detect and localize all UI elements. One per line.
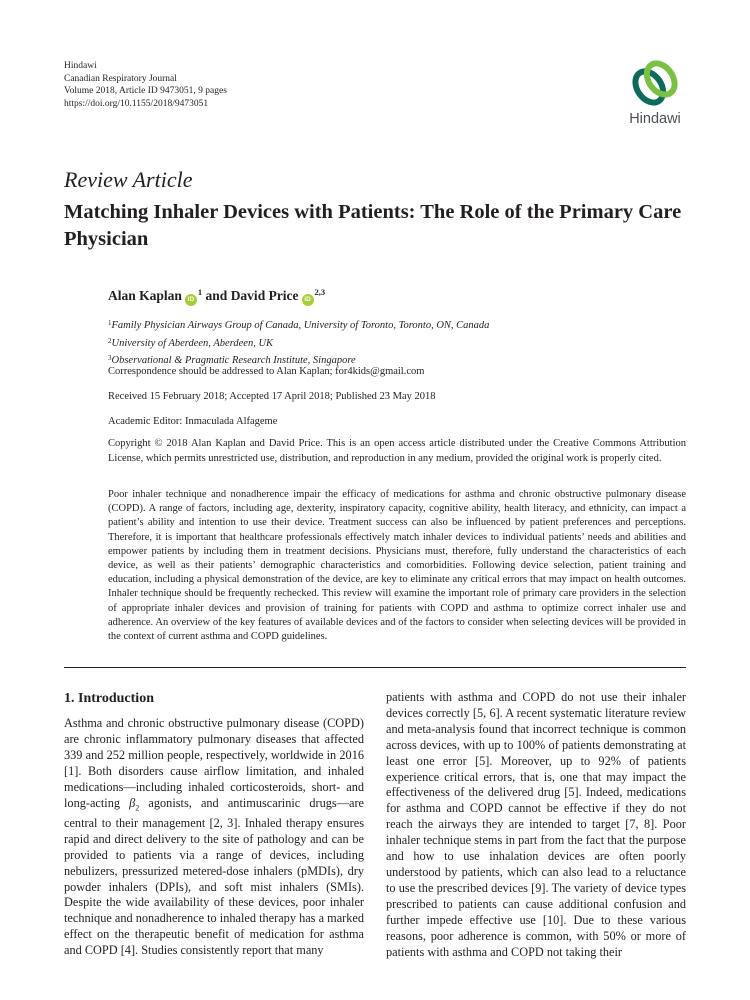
journal-header: [64, 60, 227, 110]
copyright-notice: Copyright © 2018 Alan Kaplan and David Price. This is an open access article distributed under the Creative Commons Attribution License, which permits unrestricted use, distribution, and reproduction in any medium, provided the original work is properly cited.: [108, 438, 686, 464]
volume-info: Volume 2018, Article ID 9473051, 9 pages: [64, 86, 227, 97]
left-column: [64, 690, 364, 959]
publisher-name: Hindawi: [64, 61, 97, 71]
section-heading: 1. Introduction: [64, 691, 154, 706]
affiliation-number: 1: [108, 319, 112, 327]
academic-editor: Academic Editor: Inmaculada Alfageme: [108, 416, 278, 427]
affiliation-text: Family Physician Airways Group of Canada, University of Toronto, Toronto, ON, Canada: [111, 320, 490, 331]
article-title: Matching Inhaler Devices with Patients: The Role of the Primary Care Physician: [64, 201, 682, 250]
article-type: Review Article: [64, 167, 193, 192]
doi-link[interactable]: https://doi.org/10.1155/2018/9473051: [64, 98, 209, 109]
orcid-icon[interactable]: iD: [185, 294, 197, 306]
affiliation-text: Observational & Pragmatic Research Institute, Singapore: [111, 355, 356, 366]
body-text: Asthma and chronic obstructive pulmonary disease (COPD) are chronic inflammatory pulmonary diseases that affected 339 and 252 million people, respectively, worldwide in 2016 [1]. Both disorders cause airflow limitation, and inhaled medications—including inhaled corticosteroids, short- and long-acting: [64, 716, 364, 810]
affiliation-item: [108, 316, 489, 334]
beta-subscript: 2: [135, 802, 140, 812]
affiliation-number: 2: [108, 336, 112, 345]
logo-text: Hindawi: [629, 111, 681, 127]
affiliation-item: [108, 334, 489, 352]
journal-name: Canadian Respiratory Journal: [64, 73, 177, 84]
orcid-icon[interactable]: iD: [302, 294, 314, 306]
correspondence: Correspondence should be addressed to Alan Kaplan; for4kids@gmail.com: [108, 366, 425, 377]
body-paragraph: [64, 716, 364, 959]
author-connector: and: [205, 288, 228, 303]
affiliation-marker: 2,3: [314, 287, 326, 297]
author-line: [108, 287, 325, 306]
affiliation-number: 3: [108, 354, 112, 362]
section-divider: [64, 667, 686, 668]
affiliation-marker: 1: [197, 287, 203, 297]
body-text: agonists, and antimuscarinic drugs—are central to their management [2, 3]. Inhaled therapy ensures rapid and direct delivery to the site of pathology and can be provided to patients via a range of devices, including nebulizers, pressurized metered-dose inhalers (pMDIs), dry powder inhalers (DPIs), and soft mist inhalers (SMIs). Despite the wide availability of these devices, poor inhaler technique and nonadherence to inhaled therapy has a marked effect on the therapeutic benefit of medication for asthma and COPD [4]. Studies consistently report that many: [64, 795, 364, 958]
beta-symbol: β: [129, 795, 136, 810]
affiliations: [108, 316, 489, 369]
article-dates: Received 15 February 2018; Accepted 17 April 2018; Published 23 May 2018: [108, 391, 436, 402]
author-name[interactable]: Alan Kaplan: [108, 288, 182, 303]
abstract: Poor inhaler technique and nonadherence impair the efficacy of medications for asthma and chronic obstructive pulmonary disease (COPD). A range of factors, including age, dexterity, inspiratory capacity, cognitive ability, health literacy, and ethnicity, can impact a patient’s ability and intention to use their device. Treatment success can also be influenced by patient preferences and perceptions. Therefore, it is important that healthcare professionals effectively match inhaler devices to individual patients’ needs and abilities and empower patients by including them in treatment decisions. Physicians must, therefore, fully understand the characteristics of each device, as well as their patients’ demographic characteristics and comorbidities. Following device selection, patient training and education, including a physical demonstration of the device, are key to eliminate any critical errors that may impact on health outcomes. Inhaler technique should be frequently rechecked. This review will examine the important role of primary care providers in the selection of appropriate inhaler devices and provision of training for patients with COPD and asthma to optimize correct inhaler use and adherence. An overview of the key features of available devices and of the factors to consider when selecting devices will be provided in the context of current asthma and COPD guidelines.: [108, 489, 686, 643]
body-paragraph: patients with asthma and COPD do not use their inhaler devices correctly [5, 6]. A recent systematic literature review and meta-analysis found that incorrect technique is common across devices, with up to 100% of patients demonstrating at least one error [5]. Moreover, up to 92% of patients experience critical errors, that is, one that may impact the effectiveness of the delivered drug [5]. Indeed, medications for asthma and COPD cannot be effective if they do not reach the airways they are intended to target [7, 8]. Poor inhaler technique stems in part from the fact that the purpose and how to use inhalation devices are often poorly understood by patients, which can also lead to a reluctance to use the prescribed devices [9]. The variety of device types prescribed to patients can cause additional confusion and further impede effective use [10]. Due to these various reasons, poor adherence is common, with 50% or more of patients with asthma and COPD not taking their: [386, 690, 686, 959]
affiliation-text: University of Aberdeen, Aberdeen, UK: [111, 337, 274, 349]
author-name[interactable]: David Price: [230, 288, 299, 303]
right-column: [386, 690, 686, 960]
